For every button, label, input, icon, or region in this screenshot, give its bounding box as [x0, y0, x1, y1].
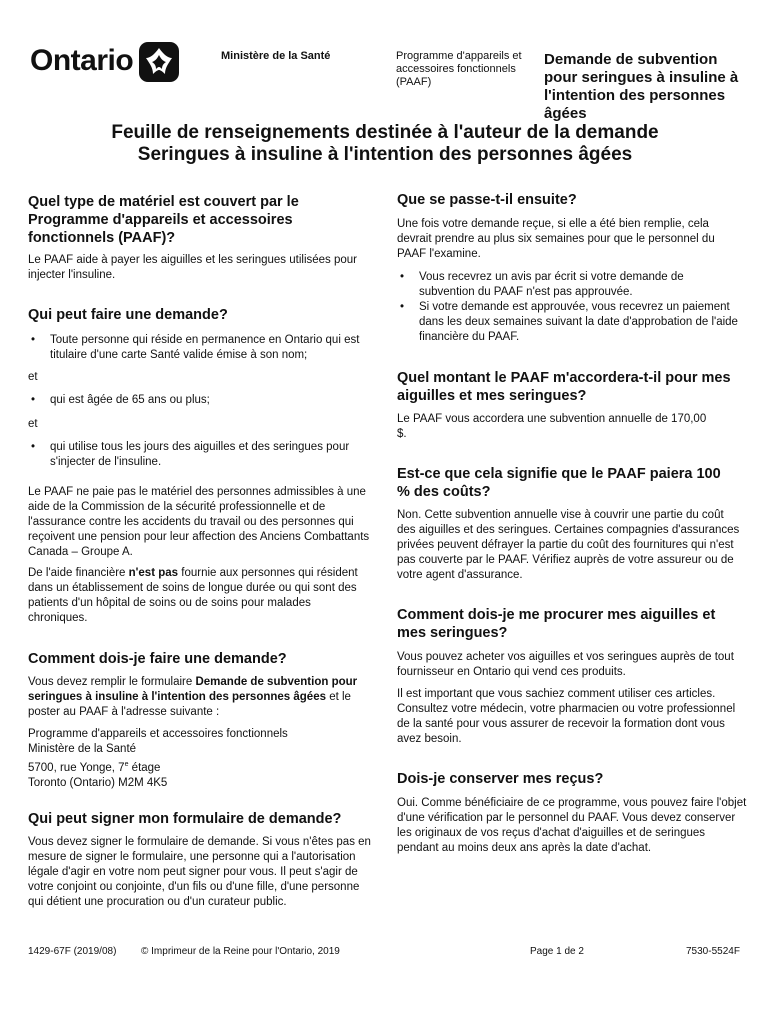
list-item: • Toute personne qui réside en permanence en Ontario qui est titulaire d'une carte Santé valide émise à son nom;	[28, 333, 373, 363]
text-not-provided: De l'aide financière n'est pas fournie aux personnes qui résident dans un établissement de soins de longue durée ou qui sont des patients d'un hôpital de soins ou de soins pour malades chroniques.	[28, 567, 358, 624]
ministry-name: Ministère de la Santé	[221, 50, 331, 62]
text-covered-equipment: Le PAAF aide à payer les aiguilles et les seringues utilisées pour injecter l'insuline.	[28, 254, 357, 281]
program-name: Programme d'appareils et accessoires fonctionnels (PAAF)	[396, 50, 522, 88]
text-keep-receipts: Oui. Comme bénéficiaire de ce programme, vous pouvez faire l'objet d'une vérification par le personnel du PAAF. Vous devez conserver les originaux de vos reçus d'achat d'aiguilles et de seringues pendant au moins deux ans après la date d'achat.	[397, 797, 747, 854]
text-and: et	[28, 418, 38, 430]
text-obtain-supplies: Vous pouvez acheter vos aiguilles et vos seringues auprès de tout fournisseur en Ontario qui vend ces produits.	[397, 651, 734, 678]
heading-who-can-sign: Qui peut signer mon formulaire de demande?	[28, 811, 342, 827]
list-item: • Vous recevrez un avis par écrit si votre demande de subvention du PAAF n'est pas approuvée.	[397, 270, 742, 300]
heading-covered-equipment: Quel type de matériel est couvert par le Programme d'appareils et accessoires fonctionnels (PAAF)?	[28, 194, 299, 246]
next-steps-list	[397, 270, 742, 345]
copyright: © Imprimeur de la Reine pour l'Ontario, 2019	[141, 946, 340, 957]
form-title: Demande de subvention pour seringues à insuline à l'intention des personnes âgées	[544, 51, 739, 122]
text-what-next: Une fois votre demande reçue, si elle a été bien remplie, cela devrait prendre au plus six semaines pour que le personnel du PAAF l'examine.	[397, 218, 715, 260]
heading-who-can-apply: Qui peut faire une demande?	[28, 307, 228, 323]
page-title	[0, 122, 770, 166]
text-training: Il est important que vous sachiez comment utiliser ces articles. Consultez votre médecin, votre pharmacien ou votre professionnel de la santé pour vous assurer de recevoir la formation dont vous avez besoin.	[397, 688, 736, 745]
text-how-to-apply: Vous devez remplir le formulaire Demande de subvention pour seringues à insuline à l'intention des personnes âgées et le poster au PAAF à l'adresse suivante :	[28, 676, 358, 718]
page-title-line1: Feuille de renseignements destinée à l'auteur de la demande	[111, 122, 659, 143]
mailing-address: Programme d'appareils et accessoires fonctionnels Ministère de la Santé 5700, rue Yonge, 7e étage Toronto (Ontario) M2M 4K5	[28, 728, 288, 789]
eligibility-list-3	[28, 440, 373, 470]
text-who-can-sign: Vous devez signer le formulaire de demande. Si vous n'êtes pas en mesure de signer le formulaire, une personne qui a l'autorisation légale d'agir en votre nom peut signer pour vous. Il peut s'agir de votre conjoint ou conjointe, d'un fils ou d'une fille, d'une personne qui détient une procuration ou d'un curateur public.	[28, 836, 371, 908]
list-item: • qui est âgée de 65 ans ou plus;	[28, 393, 373, 408]
heading-keep-receipts: Dois-je conserver mes reçus?	[397, 771, 604, 787]
form-number: 1429-67F (2019/08)	[28, 946, 117, 957]
text-full-cost: Non. Cette subvention annuelle vise à couvrir une partie du coût des aiguilles et des seringues. Certaines compagnies d'assurances privées peuvent défrayer la partie du coût des fournitures qui n'est pas couverte par le PAAF. Vérifiez auprès de votre assureur ou de votre agent d'assurance.	[397, 509, 740, 581]
eligibility-list-2	[28, 393, 373, 408]
heading-what-next: Que se passe-t-il ensuite?	[397, 192, 577, 208]
list-item: • qui utilise tous les jours des aiguilles et des seringues pour s'injecter de l'insuline.	[28, 440, 373, 470]
text-and: et	[28, 371, 38, 383]
page-number: Page 1 de 2	[530, 946, 584, 957]
heading-full-cost: Est-ce que cela signifie que le PAAF paiera 100 % des coûts?	[397, 466, 721, 500]
eligibility-list-1	[28, 333, 373, 363]
heading-how-to-apply: Comment dois-je faire une demande?	[28, 651, 287, 667]
heading-obtain-supplies: Comment dois-je me procurer mes aiguilles et mes seringues?	[397, 607, 716, 641]
text-exclusions: Le PAAF ne paie pas le matériel des personnes admissibles à une aide de la Commission de la sécurité professionnelle et de l'assurance contre les accidents du travail ou des personnes qui reçoivent une pension pour leur affection des Anciens Combattants Canada – Groupe A.	[28, 486, 370, 558]
trillium-logo-icon	[138, 41, 180, 83]
ontario-logo-text: Ontario	[30, 44, 134, 77]
heading-amount: Quel montant le PAAF m'accordera-t-il pour mes aiguilles et mes seringues?	[397, 370, 731, 404]
text-amount: Le PAAF vous accordera une subvention annuelle de 170,00 $.	[397, 413, 707, 440]
page-title-line2: Seringues à insuline à l'intention des personnes âgées	[137, 144, 633, 165]
form-code: 7530-5524F	[686, 946, 740, 957]
list-item: • Si votre demande est approuvée, vous recevrez un paiement dans les deux semaines suivant la date d'approbation de l'aide financière du PAAF.	[397, 300, 742, 345]
